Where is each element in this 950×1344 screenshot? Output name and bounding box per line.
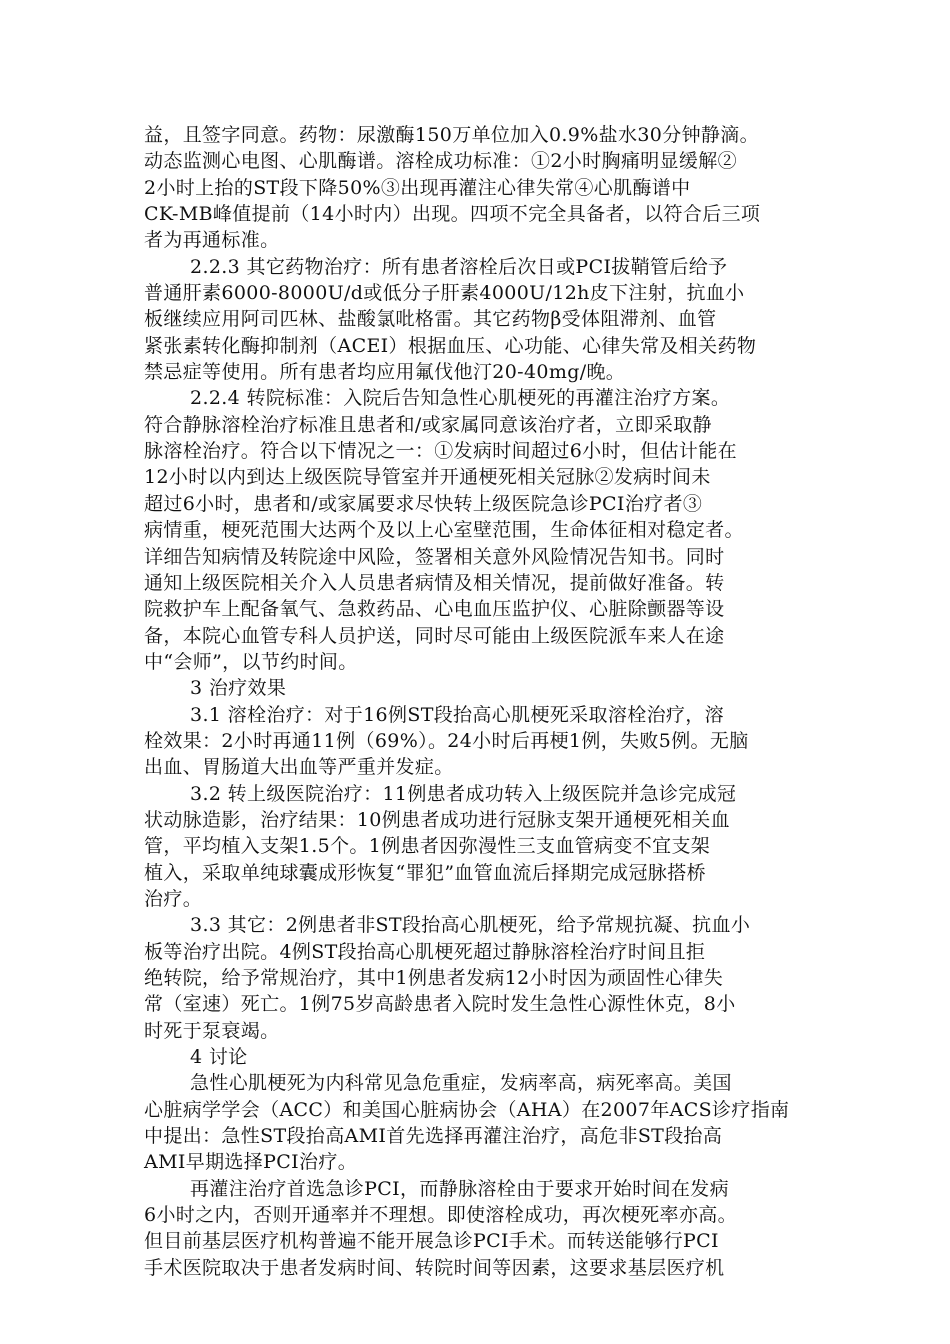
text-line: 者为再通标准。 (144, 229, 280, 252)
text-line: 手术医院取决于患者发病时间、转院时间等因素，这要求基层医疗机 (144, 1256, 725, 1279)
text-line: 管，平均植入支架1.5个。1例患者因弥漫性三支血管病变不宜支架 (144, 835, 711, 858)
text-line: 备，本院心血管专科人员护送，同时尽可能由上级医院派车来人在途 (144, 624, 725, 647)
text-line: 符合静脉溶栓治疗标准且患者和/或家属同意该治疗者，立即采取静 (144, 413, 712, 436)
text-line: 2小时上抬的ST段下降50%③出现再灌注心律失常④心肌酶谱中 (144, 176, 691, 199)
text-line: 状动脉造影，治疗结果：10例患者成功进行冠脉支架开通梗死相关血 (144, 808, 731, 831)
text-line: 常（室速）死亡。1例75岁高龄患者入院时发生急性心源性休克，8小 (144, 993, 736, 1016)
text-line: 脉溶栓治疗。符合以下情况之一：①发病时间超过6小时，但估计能在 (144, 440, 737, 463)
text-line: 栓效果：2小时再通11例（69%）。24小时后再梗1例，失败5例。无脑 (144, 729, 749, 752)
text-line: 3.1 溶栓治疗：对于16例ST段抬高心肌梗死采取溶栓治疗，溶 (190, 703, 724, 726)
text-line: 3.2 转上级医院治疗：11例患者成功转入上级医院并急诊完成冠 (190, 782, 737, 805)
text-line: 3.3 其它：2例患者非ST段抬高心肌梗死，给予常规抗凝、抗血小 (190, 914, 751, 937)
text-line: 3 治疗效果 (190, 677, 287, 700)
body-text (144, 122, 808, 1281)
text-line: 2.2.3 其它药物治疗：所有患者溶栓后次日或PCI拔鞘管后给予 (190, 255, 728, 278)
text-line: CK-MB峰值提前（14小时内）出现。四项不完全具备者，以符合后三项 (144, 203, 761, 226)
text-line: 但目前基层医疗机构普遍不能开展急诊PCI手术。而转送能够行PCI (144, 1230, 719, 1253)
text-line: 普通肝素6000-8000U/d或低分子肝素4000U/12h皮下注射，抗血小 (144, 282, 745, 305)
text-line: 植入，采取单纯球囊成形恢复“罪犯”血管血流后择期完成冠脉搭桥 (144, 861, 706, 884)
text-line: 12小时以内到达上级医院导管室并开通梗死相关冠脉②发病时间未 (144, 466, 711, 489)
text-line: 中提出：急性ST段抬高AMI首先选择再灌注治疗，高危非ST段抬高 (144, 1125, 723, 1148)
text-line: 禁忌症等使用。所有患者均应用氟伐他汀20-40mg/晚。 (144, 361, 626, 384)
text-line: 4 讨论 (190, 1046, 248, 1069)
text-line: 再灌注治疗首选急诊PCI，而静脉溶栓由于要求开始时间在发病 (190, 1177, 729, 1200)
text-line: 益，且签字同意。药物：尿激酶150万单位加入0.9%盐水30分钟静滴。 (144, 124, 759, 146)
text-line: 院救护车上配备氧气、急救药品、心电血压监护仪、心脏除颤器等设 (144, 598, 725, 621)
text-line: 中“会师”，以节约时间。 (144, 650, 358, 673)
text-line: 绝转院，给予常规治疗，其中1例患者发病12小时因为顽固性心律失 (144, 967, 724, 989)
text-line: 动态监测心电图、心肌酶谱。溶栓成功标准：①2小时胸痛明显缓解② (144, 150, 737, 173)
text-line: 通知上级医院相关介入人员患者病情及相关情况，提前做好准备。转 (144, 571, 725, 594)
text-line: 超过6小时，患者和/或家属要求尽快转上级医院急诊PCI治疗者③ (144, 492, 703, 515)
text-line: 病情重，梗死范围大达两个及以上心室壁范围，生命体征相对稳定者。 (144, 519, 744, 542)
text-line: 心脏病学学会（ACC）和美国心脏病协会（AHA）在2007年ACS诊疗指南 (144, 1098, 790, 1121)
text-line: 治疗。 (144, 887, 203, 910)
text-line: 紧张素转化酶抑制剂（ACEI）根据血压、心功能、心律失常及相关药物 (144, 334, 757, 357)
text-line: 2.2.4 转院标准：入院后告知急性心肌梗死的再灌注治疗方案。 (190, 387, 731, 410)
text-line: 板等治疗出院。4例ST段抬高心肌梗死超过静脉溶栓治疗时间且拒 (144, 940, 706, 963)
text-line: 出血、胃肠道大出血等严重并发症。 (144, 756, 454, 779)
text-line: 急性心肌梗死为内科常见急危重症，发病率高，病死率高。美国 (190, 1072, 732, 1095)
text-line: 板继续应用阿司匹林、盐酸氯吡格雷。其它药物β受体阻滞剂、血管 (144, 308, 717, 331)
text-line: 时死于泵衰竭。 (144, 1019, 280, 1042)
text-line: 6小时之内，否则开通率并不理想。即使溶栓成功，再次梗死率亦高。 (144, 1204, 737, 1227)
text-line: 详细告知病情及转院途中风险，签署相关意外风险情况告知书。同时 (144, 545, 725, 568)
text-line: AMI早期选择PCI治疗。 (144, 1151, 358, 1174)
